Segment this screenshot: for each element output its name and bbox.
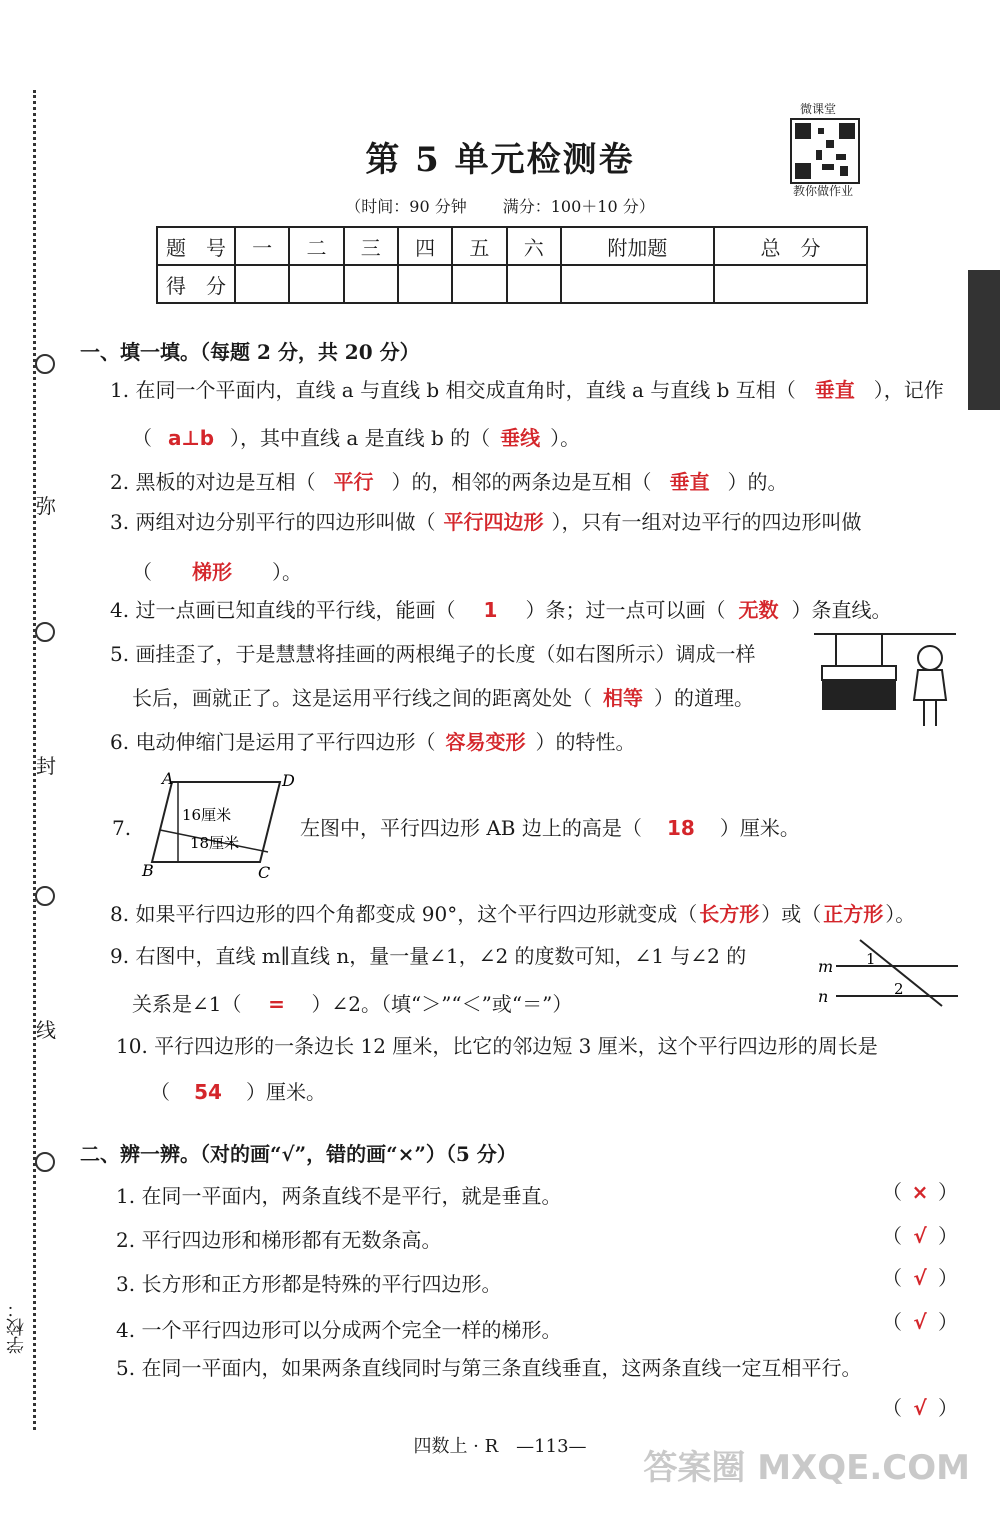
- question-text: （: [132, 560, 152, 584]
- answer: 相等: [603, 686, 643, 710]
- line-label: m: [818, 957, 834, 976]
- section2-heading: 二、辨一辨。（对的画“√”，错的画“×”）（5 分）: [80, 1142, 517, 1166]
- question-text: ）。: [885, 902, 916, 926]
- question-9: [110, 940, 746, 969]
- question-text: 10. 平行四边形的一条边长 12 厘米，比它的邻边短 3 厘米，这个平行四边形的周长是: [116, 1034, 878, 1058]
- question-9-cont: [132, 988, 572, 1017]
- question-10: [116, 1030, 878, 1059]
- judge-answer-box[interactable]: [882, 1220, 958, 1249]
- answer: √: [913, 1266, 927, 1290]
- table-cell: 题 号: [157, 227, 235, 265]
- question-text: ）的，相邻的两条边是互相（: [391, 470, 652, 494]
- paren: ）: [938, 1224, 958, 1248]
- vertex-label: B: [142, 861, 154, 880]
- question-text: （: [150, 1080, 170, 1104]
- height-label: 18厘米: [190, 834, 240, 852]
- binding-ring: [35, 622, 55, 642]
- parallel-lines-figure: [814, 934, 960, 1010]
- question-1-cont: [132, 422, 580, 451]
- table-row: [157, 265, 867, 303]
- question-text: ）∠2。（填“＞”“＜”或“＝”）: [311, 992, 573, 1016]
- question-text: ），记作: [873, 378, 944, 402]
- table-cell: 三: [344, 227, 398, 265]
- question-text: ）的。: [727, 470, 788, 494]
- question-1: [110, 374, 944, 403]
- question-text: ），只有一组对边平行的四边形叫做: [551, 510, 862, 534]
- table-cell: 五: [452, 227, 506, 265]
- line-label: n: [818, 987, 829, 1006]
- parallelogram-figure: [138, 770, 298, 882]
- binding-char: 封: [36, 754, 56, 778]
- question-text: 2. 黑板的对边是互相（: [110, 470, 316, 494]
- answer: 长方形: [699, 902, 760, 926]
- hanging-picture-figure: [812, 630, 958, 740]
- vertex-label: D: [282, 771, 295, 790]
- binding-ring: [35, 886, 55, 906]
- question-text: ），其中直线 a 是直线 b 的（: [230, 426, 491, 450]
- judge-item-1: 1. 在同一平面内，两条直线不是平行，就是垂直。: [116, 1184, 562, 1208]
- table-cell: 一: [235, 227, 289, 265]
- answer: √: [913, 1310, 927, 1334]
- judge-item-5: 5. 在同一平面内，如果两条直线同时与第三条直线垂直，这两条直线一定互相平行。: [116, 1356, 862, 1380]
- answer: 平行: [333, 470, 374, 494]
- angle-label: 2: [894, 980, 904, 998]
- question-text: 8. 如果平行四边形的四个角都变成 90°，这个平行四边形就变成（: [110, 902, 698, 926]
- question-text: ）的道理。: [654, 686, 754, 710]
- question-5-cont: [132, 682, 754, 711]
- qr-caption-top: 微课堂: [800, 102, 837, 116]
- question-text: 1. 在同一个平面内，直线 a 与直线 b 相交成直角时，直线 a 与直线 b 互相（: [110, 378, 796, 402]
- question-3: [110, 506, 861, 535]
- judge-item-3: 3. 长方形和正方形都是特殊的平行四边形。: [116, 1272, 502, 1296]
- table-cell: 六: [507, 227, 561, 265]
- question-text: 9. 右图中，直线 m∥直线 n，量一量∠1，∠2 的度数可知，∠1 与∠2 的: [110, 944, 747, 968]
- answer: 正方形: [823, 902, 884, 926]
- table-cell: 附加题: [561, 227, 714, 265]
- answer: ×: [911, 1180, 929, 1204]
- question-text: ）。: [272, 560, 302, 584]
- paren: （: [882, 1224, 902, 1248]
- question-2: [110, 466, 787, 495]
- vertex-label: C: [258, 863, 271, 882]
- table-cell: 四: [398, 227, 452, 265]
- score-input-cell[interactable]: [289, 265, 343, 303]
- table-row: [157, 227, 867, 265]
- question-text: 4. 过一点画已知直线的平行线，能画（: [110, 598, 456, 622]
- question-text: 3. 两组对边分别平行的四边形叫做（: [110, 510, 436, 534]
- qr-caption-bottom: 教你做作业: [793, 184, 854, 198]
- judge-item-2: 2. 平行四边形和梯形都有无数条高。: [116, 1228, 442, 1252]
- binding-ring: [35, 354, 55, 374]
- angle-label: 1: [866, 950, 876, 968]
- answer: √: [913, 1224, 927, 1248]
- paren: （: [882, 1310, 902, 1334]
- question-text: 左图中，平行四边形 AB 边上的高是（: [300, 816, 642, 840]
- question-7: [300, 812, 800, 841]
- answer: 垂线: [500, 426, 541, 450]
- judge-item-4: 4. 一个平行四边形可以分成两个完全一样的梯形。: [116, 1318, 562, 1342]
- question-text: ）厘米。: [719, 816, 800, 840]
- score-input-cell[interactable]: [344, 265, 398, 303]
- paren: ）: [938, 1266, 958, 1290]
- vertex-label: A: [162, 770, 174, 788]
- judge-answer-box[interactable]: [882, 1306, 958, 1335]
- question-8: [110, 898, 915, 927]
- score-input-cell[interactable]: [561, 265, 714, 303]
- question-text: 6. 电动伸缩门是运用了平行四边形（: [110, 730, 436, 754]
- score-table: [156, 226, 868, 304]
- binding-ring: [35, 1152, 55, 1172]
- page-tab-marker: [968, 270, 1000, 410]
- table-cell: 二: [289, 227, 343, 265]
- answer: 垂直: [669, 470, 710, 494]
- score-input-cell[interactable]: [235, 265, 289, 303]
- answer: 无数: [738, 598, 779, 622]
- question-10-cont: [150, 1076, 326, 1105]
- answer: 容易变形: [445, 730, 526, 754]
- question-text: （: [132, 426, 152, 450]
- exam-info: [0, 194, 1000, 217]
- table-cell: 得 分: [157, 265, 235, 303]
- binding-char: 弥: [36, 494, 56, 518]
- score-input-cell[interactable]: [714, 265, 867, 303]
- full-score: 满分：100＋10 分）: [502, 197, 655, 216]
- question-4: [110, 594, 891, 623]
- answer: 54: [194, 1080, 222, 1104]
- answer: 平行四边形: [443, 510, 544, 534]
- judge-answer-box[interactable]: [882, 1262, 958, 1291]
- answer: 18: [666, 816, 695, 840]
- judge-answer-box[interactable]: [882, 1392, 958, 1421]
- question-6: [110, 726, 635, 755]
- question-text: ）或（: [761, 902, 822, 926]
- answer: 1: [483, 598, 498, 622]
- question-text: ）条直线。: [791, 598, 892, 622]
- paren: （: [882, 1266, 902, 1290]
- paren: （: [882, 1396, 902, 1420]
- question-text: ）条；过一点可以画（: [525, 598, 726, 622]
- question-text: 关系是∠1（: [132, 992, 242, 1016]
- answer: a⊥b: [167, 426, 215, 450]
- time-limit: （时间：90 分钟: [345, 197, 467, 216]
- section1-heading: 一、填一填。（每题 2 分，共 20 分）: [80, 340, 420, 364]
- paren: ）: [938, 1180, 958, 1204]
- page-title: 第 5 单元检测卷: [365, 140, 635, 180]
- paren: ）: [938, 1396, 958, 1420]
- watermark: 答案圈 MXQE.COM: [643, 1448, 970, 1488]
- question-text: ）。: [550, 426, 581, 450]
- score-input-cell[interactable]: [452, 265, 506, 303]
- question-5: [110, 638, 755, 667]
- height-label: 16厘米: [182, 806, 232, 824]
- question-7-number: 7.: [112, 816, 132, 840]
- page-footer: 四数上 · R —113—: [413, 1436, 587, 1457]
- answer: 梯形: [192, 560, 232, 584]
- question-text: 长后，画就正了。这是运用平行线之间的距离处处（: [132, 686, 592, 710]
- binding-char: 线: [36, 1018, 56, 1042]
- paren: （: [882, 1180, 902, 1204]
- table-cell: 总 分: [714, 227, 867, 265]
- paren: ）: [938, 1310, 958, 1334]
- answer: √: [913, 1396, 927, 1420]
- score-input-cell[interactable]: [507, 265, 561, 303]
- score-input-cell[interactable]: [398, 265, 452, 303]
- answer: 垂直: [814, 378, 855, 402]
- answer: =: [268, 992, 285, 1016]
- question-text: 5. 画挂歪了，于是慧慧将挂画的两根绳子的长度（如右图所示）调成一样: [110, 642, 756, 666]
- judge-answer-box[interactable]: [882, 1176, 958, 1205]
- school-label: 学校：: [6, 1300, 27, 1354]
- question-text: ）厘米。: [246, 1080, 326, 1104]
- question-text: ）的特性。: [535, 730, 636, 754]
- question-3-cont: [132, 556, 302, 585]
